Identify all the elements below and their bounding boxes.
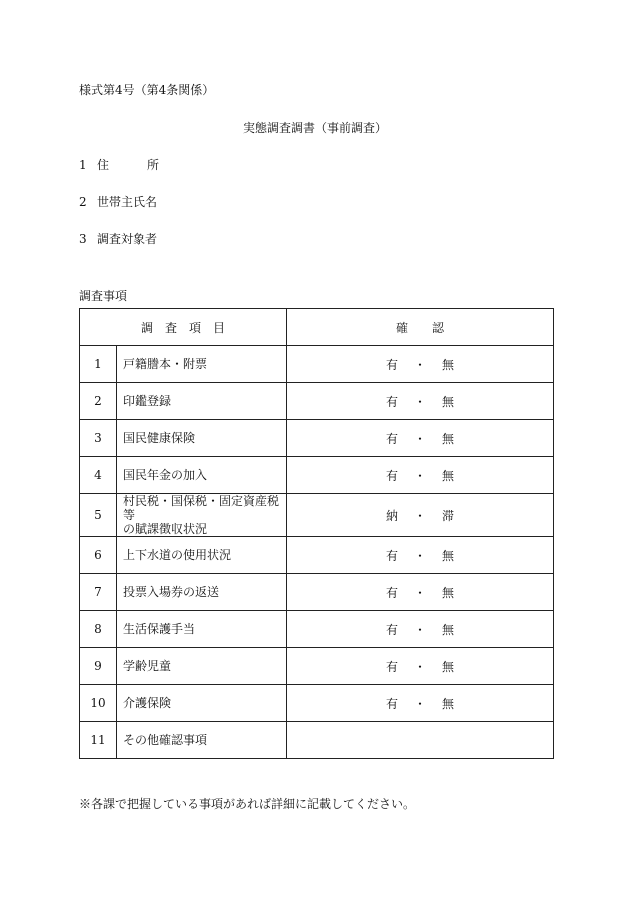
option-separator: ・ — [413, 548, 426, 563]
header-confirmation — [287, 309, 554, 346]
header-char: 認 — [432, 320, 445, 335]
table-row — [80, 537, 554, 574]
table-row — [80, 574, 554, 611]
field-label: 世帯主氏名 — [97, 195, 158, 209]
row-options[interactable] — [287, 611, 554, 648]
row-options[interactable] — [287, 420, 554, 457]
field-label: 所 — [147, 158, 160, 172]
field-number: 1 — [79, 158, 87, 172]
row-item: 上下水道の使用状況 — [117, 537, 287, 574]
row-number: 2 — [80, 383, 117, 420]
field-address — [79, 156, 159, 173]
header-survey-items — [80, 309, 287, 346]
row-item: 生活保護手当 — [117, 611, 287, 648]
row-options[interactable] — [287, 457, 554, 494]
table-row — [80, 420, 554, 457]
header-char: 調 — [140, 320, 153, 335]
option-yes[interactable]: 有 — [385, 357, 398, 372]
document-title: 実態調査調書（事前調査） — [242, 121, 387, 135]
option-yes[interactable]: 有 — [385, 548, 398, 563]
table-row — [80, 457, 554, 494]
section-title: 調査事項 — [79, 289, 128, 303]
option-arrears[interactable]: 滞 — [441, 508, 454, 523]
row-item-line: 村民税・国保税・固定資産税等 — [123, 494, 280, 522]
row-options[interactable] — [287, 494, 554, 537]
row-item: 投票入場券の返送 — [117, 574, 287, 611]
option-yes[interactable]: 有 — [385, 468, 398, 483]
header-char: 項 — [189, 320, 202, 335]
option-yes[interactable]: 有 — [385, 696, 398, 711]
header-char: 目 — [213, 320, 226, 335]
row-number: 11 — [80, 722, 117, 759]
option-yes[interactable]: 有 — [385, 659, 398, 674]
header-char: 確 — [395, 320, 408, 335]
footnote: ※各課で把握している事項があれば詳細に記載してください。 — [79, 797, 416, 811]
table-header-row — [80, 309, 554, 346]
row-number: 6 — [80, 537, 117, 574]
field-survey-subject — [79, 230, 157, 247]
row-options[interactable] — [287, 685, 554, 722]
option-separator: ・ — [413, 622, 426, 637]
field-label: 調査対象者 — [97, 232, 158, 246]
row-options[interactable] — [287, 383, 554, 420]
table-row — [80, 611, 554, 648]
row-options[interactable] — [287, 574, 554, 611]
option-separator: ・ — [413, 357, 426, 372]
option-yes[interactable]: 有 — [385, 585, 398, 600]
row-item: 印鑑登録 — [117, 383, 287, 420]
row-options[interactable] — [287, 537, 554, 574]
row-item: 国民健康保険 — [117, 420, 287, 457]
option-separator: ・ — [413, 659, 426, 674]
row-number: 5 — [80, 494, 117, 537]
row-item: 国民年金の加入 — [117, 457, 287, 494]
row-number: 10 — [80, 685, 117, 722]
row-item — [117, 494, 287, 537]
row-number: 8 — [80, 611, 117, 648]
option-yes[interactable]: 有 — [385, 394, 398, 409]
table-row — [80, 722, 554, 759]
option-separator: ・ — [413, 585, 426, 600]
table-row — [80, 648, 554, 685]
option-no[interactable]: 無 — [441, 622, 454, 637]
row-item: 戸籍謄本・附票 — [117, 346, 287, 383]
row-number: 3 — [80, 420, 117, 457]
row-item: その他確認事項 — [117, 722, 287, 759]
field-number: 2 — [79, 195, 87, 209]
option-separator: ・ — [413, 696, 426, 711]
option-no[interactable]: 無 — [441, 394, 454, 409]
option-no[interactable]: 無 — [441, 659, 454, 674]
option-yes[interactable]: 有 — [385, 622, 398, 637]
row-item: 介護保険 — [117, 685, 287, 722]
option-separator: ・ — [413, 431, 426, 446]
table-row — [80, 494, 554, 537]
option-no[interactable]: 無 — [441, 548, 454, 563]
option-no[interactable]: 無 — [441, 468, 454, 483]
survey-items-table — [79, 308, 554, 759]
table-row — [80, 383, 554, 420]
option-paid[interactable]: 納 — [385, 508, 398, 523]
table-row — [80, 685, 554, 722]
option-separator: ・ — [413, 468, 426, 483]
row-number: 1 — [80, 346, 117, 383]
row-number: 7 — [80, 574, 117, 611]
option-no[interactable]: 無 — [441, 696, 454, 711]
row-number: 4 — [80, 457, 117, 494]
row-number: 9 — [80, 648, 117, 685]
option-separator: ・ — [413, 394, 426, 409]
option-separator: ・ — [413, 508, 426, 523]
field-number: 3 — [79, 232, 87, 246]
option-no[interactable]: 無 — [441, 431, 454, 446]
field-household-head — [79, 193, 157, 210]
table-row — [80, 346, 554, 383]
header-char: 査 — [164, 320, 177, 335]
form-number: 様式第4号（第4条関係） — [79, 83, 215, 97]
option-yes[interactable]: 有 — [385, 431, 398, 446]
row-item-line: の賦課徴収状況 — [123, 522, 208, 536]
other-notes-field[interactable] — [287, 722, 554, 759]
option-no[interactable]: 無 — [441, 357, 454, 372]
row-options[interactable] — [287, 346, 554, 383]
option-no[interactable]: 無 — [441, 585, 454, 600]
row-options[interactable] — [287, 648, 554, 685]
field-label: 住 — [97, 158, 110, 172]
row-item: 学齢児童 — [117, 648, 287, 685]
